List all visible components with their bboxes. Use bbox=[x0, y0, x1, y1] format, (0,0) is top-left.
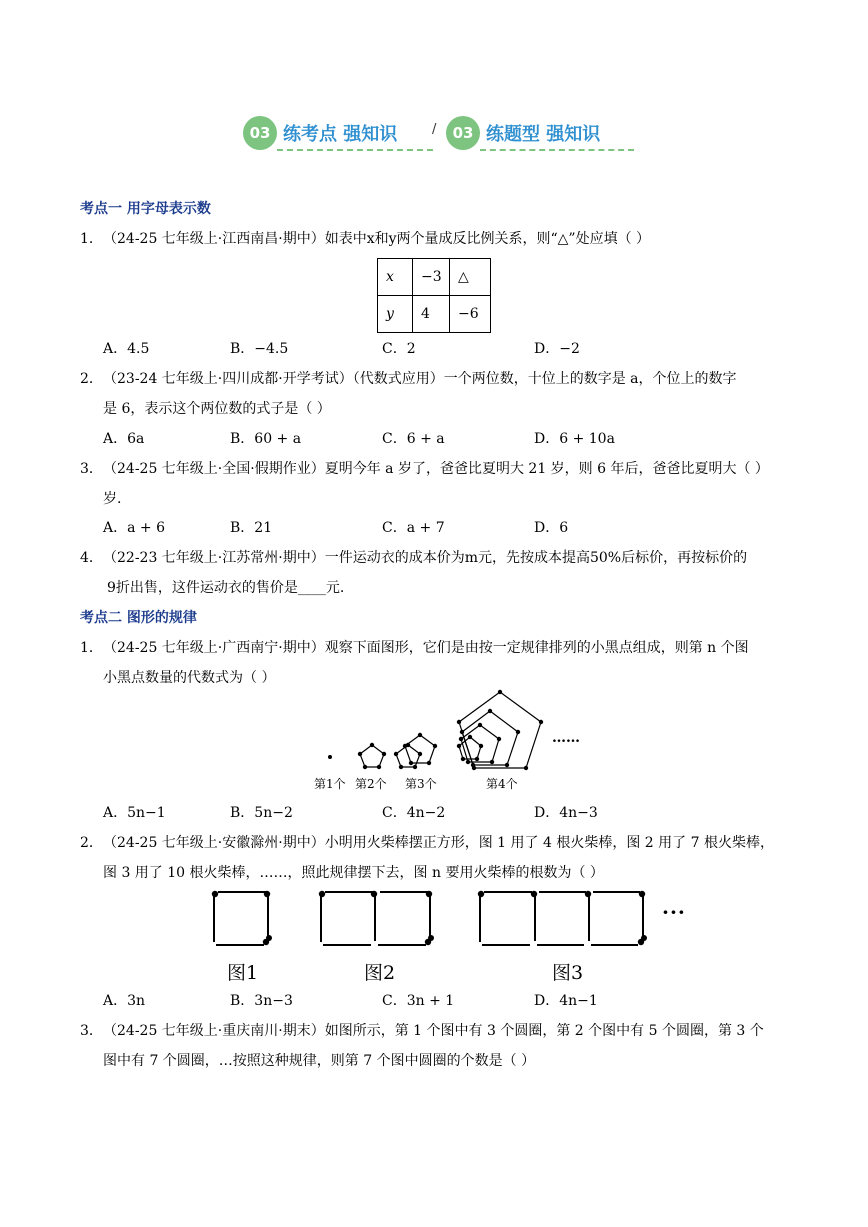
option-d[interactable]: D．−2 bbox=[534, 341, 580, 357]
option-c[interactable]: C．3n + 1 bbox=[382, 993, 455, 1009]
question-text-cont: 是 6，表示这个两位数的式子是（ ） bbox=[103, 401, 331, 417]
option-b[interactable]: B．3n−3 bbox=[230, 993, 293, 1009]
figure-label: 第2个 bbox=[355, 777, 387, 791]
header-separator: / bbox=[432, 122, 437, 137]
question-text: （24-25 七年级上·江西南昌·期中）如表中x和y两个量成反比例关系，则“△”处应填（ ） bbox=[103, 231, 651, 247]
table-cell: 4 bbox=[413, 296, 450, 333]
question-number: 1． bbox=[80, 231, 103, 247]
option-b[interactable]: B．21 bbox=[230, 520, 273, 536]
figure-label: 第1个 bbox=[314, 777, 346, 791]
question-text: （24-25 七年级上·全国·假期作业）夏明今年 a 岁了，爸爸比夏明大 21 岁，则 6 年后，爸爸比夏明大（ ） bbox=[103, 461, 769, 477]
figure-ellipsis: …… bbox=[552, 730, 580, 746]
figure-label: 图2 bbox=[364, 962, 396, 984]
table-cell: △ bbox=[450, 259, 491, 296]
option-c[interactable]: C．6 + a bbox=[382, 431, 445, 447]
option-a[interactable]: A．3n bbox=[103, 993, 146, 1009]
option-c[interactable]: C．2 bbox=[382, 341, 416, 357]
option-d[interactable]: D．4n−3 bbox=[534, 805, 598, 821]
question-text: （24-25 七年级上·广西南宁·期中）观察下面图形，它们是由按一定规律排列的小黑点组成，则第 n 个图 bbox=[103, 640, 749, 656]
option-c[interactable]: C．4n−2 bbox=[382, 805, 446, 821]
badge-title: 练考点 强知识 bbox=[283, 124, 398, 145]
question-text: （24-25 七年级上·重庆南川·期末）如图所示，第 1 个图中有 3 个圆圈，第 2 个图中有 5 个圆圈，第 3 个 bbox=[103, 1023, 764, 1039]
option-b[interactable]: B．−4.5 bbox=[230, 341, 289, 357]
question-text: （22-23 七年级上·江苏常州·期中）一件运动衣的成本价为m元，先按成本提高50%后标价，再按标价的 bbox=[103, 550, 748, 566]
question-text-cont: 小黑点数量的代数式为（ ） bbox=[103, 670, 276, 686]
option-d[interactable]: D．6 + 10a bbox=[534, 431, 615, 447]
header-badge-2 bbox=[446, 116, 636, 150]
question-text: （24-25 七年级上·安徽滁州·期中）小明用火柴棒摆正方形，图 1 用了 4 根火柴棒，图 2 用了 7 根火柴棒， bbox=[103, 835, 774, 851]
badge-underline bbox=[277, 149, 433, 151]
option-b[interactable]: B．5n−2 bbox=[230, 805, 293, 821]
option-b[interactable]: B．60 + a bbox=[230, 431, 302, 447]
badge-number: 03 bbox=[446, 116, 480, 150]
option-d[interactable]: D．4n−1 bbox=[534, 993, 598, 1009]
question-number: 4． bbox=[80, 550, 103, 566]
figure-label: 图1 bbox=[227, 962, 259, 984]
option-a[interactable]: A．4.5 bbox=[103, 341, 150, 357]
question-text-cont: 图中有 7 个圆圈，…按照这种规律，则第 7 个图中圆圈的个数是（ ） bbox=[103, 1053, 536, 1069]
question-number: 2． bbox=[80, 835, 103, 851]
section-title-1: 考点一 用字母表示数 bbox=[80, 201, 211, 217]
question-text-cont: 图 3 用了 10 根火柴棒，……，照此规律摆下去，图 n 要用火柴棒的根数为（ ） bbox=[103, 865, 604, 881]
option-d[interactable]: D．6 bbox=[534, 520, 569, 536]
option-c[interactable]: C．a + 7 bbox=[382, 520, 445, 536]
badge-number: 03 bbox=[243, 116, 277, 150]
matchstick-squares-figure bbox=[200, 885, 700, 955]
header-badge-1 bbox=[243, 116, 433, 150]
option-a[interactable]: A．6a bbox=[103, 431, 145, 447]
question-number: 3． bbox=[80, 461, 103, 477]
section-title-2: 考点二 图形的规律 bbox=[80, 610, 197, 626]
figure-label: 第3个 bbox=[405, 777, 437, 791]
question-text: （23-24 七年级上·四川成都·开学考试）（代数式应用）一个两位数，十位上的数字是 a，个位上的数字 bbox=[103, 371, 737, 387]
ratio-table bbox=[377, 258, 491, 333]
figure-ellipsis: ··· bbox=[662, 900, 686, 924]
table-cell: −3 bbox=[413, 259, 450, 296]
option-a[interactable]: A．5n−1 bbox=[103, 805, 166, 821]
question-number: 3． bbox=[80, 1023, 103, 1039]
question-number: 2． bbox=[80, 371, 103, 387]
badge-title: 练题型 强知识 bbox=[486, 124, 601, 145]
table-cell: −6 bbox=[450, 296, 491, 333]
question-text-cont: 岁. bbox=[103, 491, 122, 507]
table-cell: x bbox=[378, 259, 413, 296]
figure-label: 图3 bbox=[552, 962, 584, 984]
question-number: 1． bbox=[80, 640, 103, 656]
table-cell: y bbox=[378, 296, 413, 333]
question-text-cont: 9折出售，这件运动衣的售价是____元. bbox=[107, 580, 345, 596]
figure-label: 第4个 bbox=[486, 777, 518, 791]
badge-underline bbox=[480, 149, 634, 151]
option-a[interactable]: A．a + 6 bbox=[103, 520, 165, 536]
